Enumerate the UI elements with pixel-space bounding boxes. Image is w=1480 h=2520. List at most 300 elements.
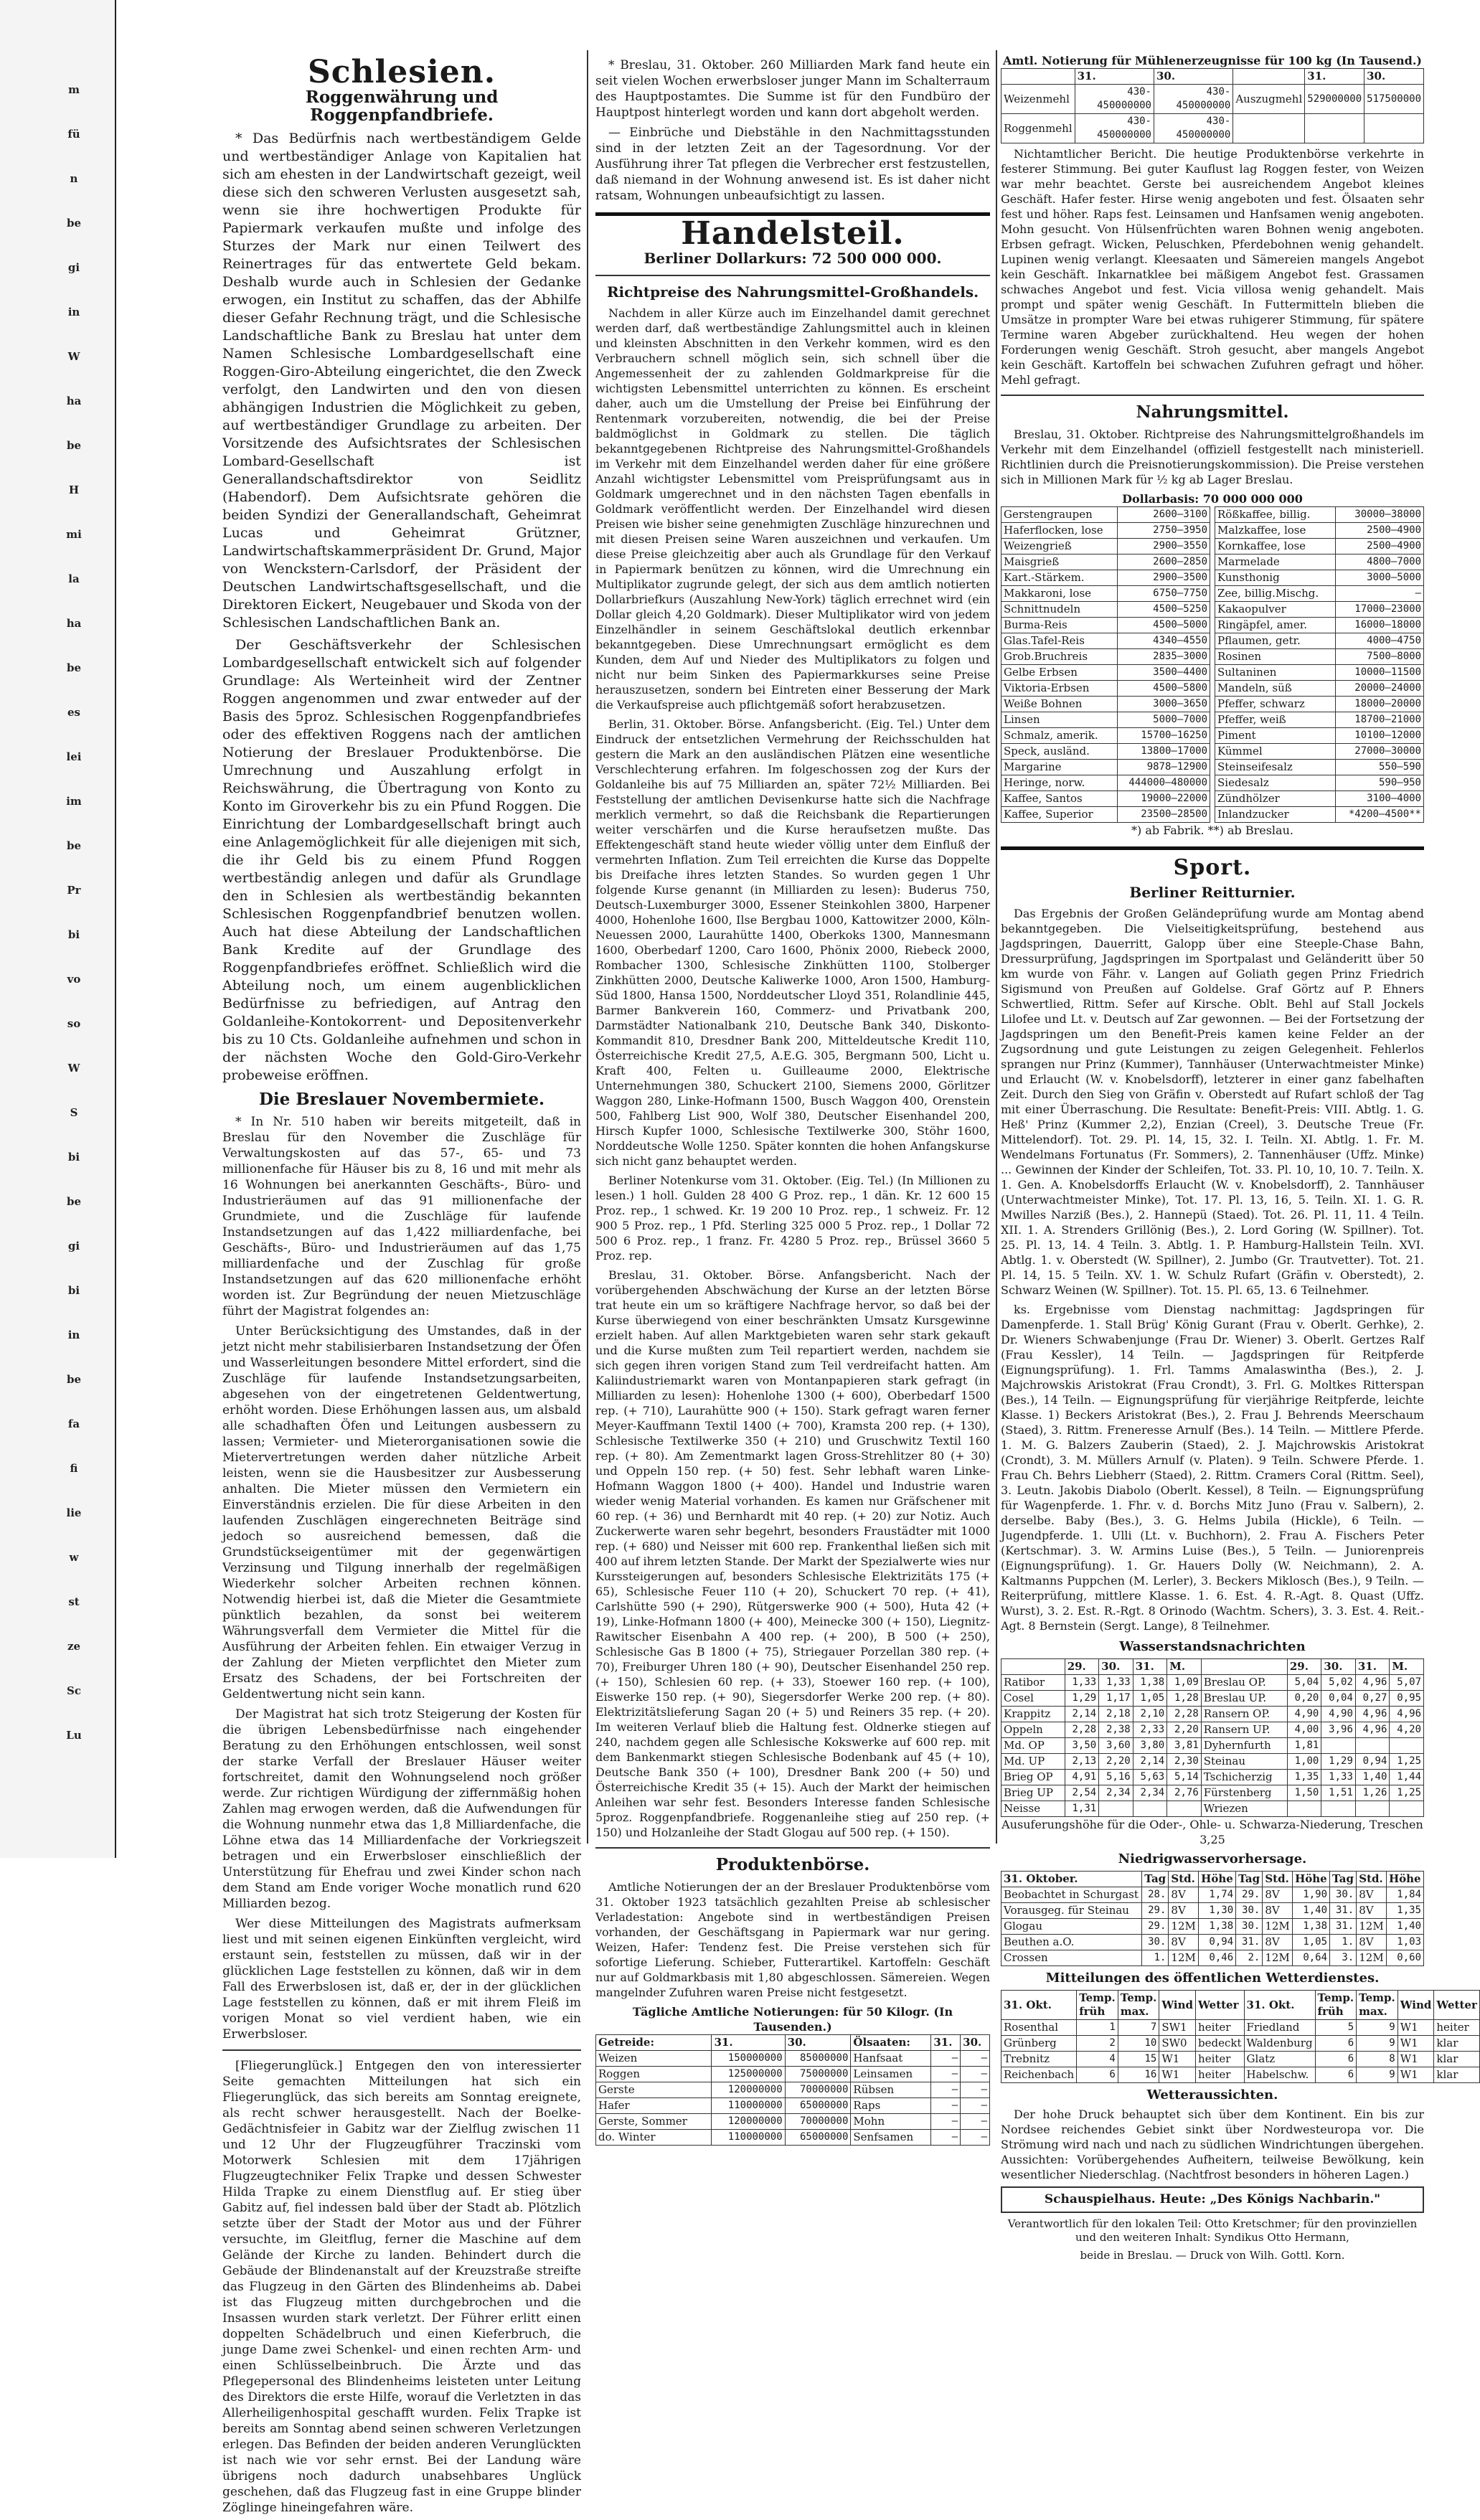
table-cell: Zündhölzer <box>1215 791 1336 807</box>
table-cell: 2750—3950 <box>1117 523 1210 539</box>
table-row <box>1001 2052 1480 2067</box>
table-cell: Burma-Reis <box>1001 618 1118 633</box>
table-cell: 430-450000000 <box>1075 114 1154 143</box>
table-row <box>1001 1887 1424 1903</box>
table-row <box>1215 744 1424 760</box>
table-cell: 8V <box>1169 1903 1199 1919</box>
table-cell: W1 <box>1397 2036 1434 2052</box>
table-cell: — <box>931 2067 961 2082</box>
table-cell: Wriezen <box>1201 1801 1287 1817</box>
table-cell: 0,64 <box>1293 1950 1330 1966</box>
article-title-roggenwaehrung: Roggenwährung und Roggenpfandbriefe. <box>305 88 499 125</box>
table-cell: heiter <box>1196 2067 1244 2083</box>
table-cell: Brieg OP <box>1001 1770 1065 1785</box>
table-row <box>1215 555 1424 570</box>
table-cell: Weiße Bohnen <box>1001 697 1118 712</box>
table-cell: Kornkaffee, lose <box>1215 539 1336 555</box>
table-cell: W1 <box>1397 2020 1434 2036</box>
gutter-fragment: S <box>70 1106 78 1119</box>
table-row <box>1001 2020 1480 2036</box>
table-header-cell: Wetter <box>1434 1991 1479 2020</box>
table-header-cell: 31. Okt. <box>1001 1991 1077 2020</box>
table-row <box>596 2114 990 2130</box>
article-paragraph: Unter Berücksichtigung des Umstandes, daß in der jetzt nicht mehr stabilisierbaren Instandsetzung der Öfen und Wasserleitungen besondere Mittel erfordert, sind die Zuschläge für laufende Instandsetzungsarbeiten, abgesehen von der eingetretenen Geldentwertung, erhöht worden. Diese Erhöhungen lassen aus, um alsbald alle schadhaften Öfen und Leitungen ausbessern zu lassen; Vermieter- und Mieterorganisationen sowie die Mietervertretungen werden daher nützliche Arbeit leisten, wenn sie die Hausbesitzer zur Ausbesserung anhalten. Die Mieter müssen den Vermietern ein Einverständnis erzielen. Die für diese Arbeiten in den laufenden Zuschlägen eingerechneten Beiträge sind jedoch so ausreichend bemessen, daß die Grundstückseigentümer mit der gegenwärtigen Verzinsung und Tilgung innerhalb der regelmäßigen Wiederkehr solcher Arbeiten rechnen können. Notwendig hierbei ist, daß die Mieter die Gesamtmiete pünktlich bezahlen, da sonst bei weiterem Währungsverfall dem Vermieter die Mittel für die Ausführung der Arbeiten fehlen. Ein etwaiger Verzug in der Zahlung der Mieten verpflichtet den Mieter zum Ersatz des Schadens, der bei Fortschreiten der Geldentwertung nicht sein kann. <box>222 1324 581 1702</box>
table-cell: 28. <box>1142 1887 1169 1903</box>
table-cell: Senfsamen <box>851 2130 931 2146</box>
table-cell: 0,94 <box>1355 1754 1390 1770</box>
table-cell: 1,38 <box>1199 1919 1236 1935</box>
table-cell: 3,80 <box>1133 1738 1167 1754</box>
table-cell <box>1287 1801 1321 1817</box>
table-row <box>1215 775 1424 791</box>
divider <box>595 1847 990 1849</box>
table-cell: Hanfsaat <box>851 2051 931 2067</box>
table-header-cell: Höhe <box>1293 1872 1330 1887</box>
table-cell: 4,90 <box>1321 1707 1356 1722</box>
table-cell: Rosenthal <box>1001 2020 1077 2036</box>
table-cell: 8 <box>1357 2052 1398 2067</box>
table-cell: Vorausgeg. für Steinau <box>1001 1903 1142 1919</box>
gutter-fragment: be <box>66 217 82 230</box>
table-cell: 9 <box>1357 2036 1398 2052</box>
divider <box>222 2049 581 2051</box>
table-caption: Tägliche Amtliche Notierungen: für 50 Kilogr. (In Tausenden.) <box>632 2005 953 2034</box>
table-cell: 4,20 <box>1390 1722 1424 1738</box>
table-cell: Weizenmehl <box>1001 85 1075 114</box>
table-cell: 430-450000000 <box>1075 85 1154 114</box>
table-row <box>1001 728 1210 744</box>
table-row <box>1001 555 1210 570</box>
table-cell: 2,34 <box>1099 1785 1133 1801</box>
table-cell: Gelbe Erbsen <box>1001 665 1118 681</box>
table-cell: Kart.-Stärkem. <box>1001 570 1118 586</box>
table-header-cell: Temp. max. <box>1118 1991 1159 2020</box>
article-paragraph: Der Geschäftsverkehr der Schlesischen Lombardgesellschaft entwickelt sich auf folgender Grundlage: Als Werteinheit wird der Zentner Roggen angenommen und zwar entweder auf der Basis des 5proz. Schlesischen Roggenpfandbriefes oder des effektiven Roggens nach der amtlichen Notierung der Breslauer Produktenbörse. Die Umrechnung und Auszahlung erfolgt in Reichswährung, die Übertragung von Konto zu Konto im Giroverkehr bis zu ein Pfund Roggen. Die Einrichtung der Lombardgesellschaft bringt auch eine Anlagemöglichkeit für alle diejenigen mit sich, die ihr Geld bis zu einem Pfund Roggen wertbeständig anlegen und dafür als Grundlage den in Schlesien als wertbeständig bekannten Schlesischen Roggenpfandbrief benutzen wollen. Auch hat diese Abteilung der Landschaftlichen Bank Kredite auf der Grundlage des Roggenpfandbriefes eröffnet. Schließlich wird die Abteilung noch, um einem augenblicklichen Bedürfnisse zu befriedigen, auf Antrag den Goldanleihe-Kontokorrent- und Depositenverkehr bis zu 10 Cts. Goldanleihe aufnehmen und schon in der nächsten Woche den Gold-Giro-Verkehr probeweise eröffnen. <box>222 637 581 1083</box>
table-cell: Mohn <box>851 2114 931 2130</box>
table-cell <box>1355 1801 1390 1817</box>
muehlen-table <box>1001 68 1424 143</box>
table-note: *) ab Fabrik. **) ab Breslau. <box>1131 824 1293 837</box>
gutter-fragment: be <box>66 1195 82 1208</box>
table-cell: 1,50 <box>1287 1785 1321 1801</box>
table-cell: 70000000 <box>785 2114 851 2130</box>
table-header-cell: Std. <box>1357 1872 1387 1887</box>
table-header-cell: Std. <box>1169 1872 1199 1887</box>
table-cell <box>1305 114 1364 143</box>
table-cell: SW0 <box>1159 2036 1196 2052</box>
table-row <box>1001 1754 1424 1770</box>
table-cell: 3100—4000 <box>1336 791 1424 807</box>
table-cell: 1,35 <box>1386 1903 1423 1919</box>
table-cell: 1,30 <box>1199 1903 1236 1919</box>
table-header-cell: M. <box>1390 1659 1424 1675</box>
table-header-cell: Tag <box>1330 1872 1357 1887</box>
table-cell: 2,33 <box>1133 1722 1167 1738</box>
table-cell: 4000—4750 <box>1336 633 1424 649</box>
table-cell: — <box>931 2098 961 2114</box>
table-row <box>1215 507 1424 523</box>
table-cell: Krappitz <box>1001 1707 1065 1722</box>
article-paragraph: * Das Bedürfnis nach wertbeständigem Gelde und wertbeständiger Anlage von Kapitalien hat sich am ehesten in der Landwirtschaft gezeigt, weil diese sich den schweren Verlusten ausgesetzt sah, wenn sie ihre hochwertigen Produkte für Papiermark verkaufen mußte und infolge des Sturzes der Mark nur einen Teilwert des Reinertrages für das entwertete Geld bekam. Deshalb wurde auch in Schlesien der Gedanke erwogen, ein Institut zu schaffen, das der Abhilfe dieser Gefahr Rechnung trägt, und die Schlesische Landschaftliche Bank zu Breslau hat unter dem Namen Schlesische Lombardgesellschaft eine Roggen-Giro-Abteilung eingerichtet, die den Zweck verfolgt, den Landwirten und den von diesen abhängigen Industrien die Möglichkeit zu geben, auf wertbeständiger Grundlage zu arbeiten. Der Vorsitzende des Aufsichtsrates der Schlesischen Lombard-Gesellschaft ist Generallandschaftsdirektor von Seidlitz (Habendorf). Dem Aufsichtsrate gehören die beiden Syndizi der Generallandschaft, Geheimrat Lucas und Geheimrat Grützner, Landwirtschaftskammerpräsident Dr. Grund, Major von Wenckstern-Carlsdorf, der Präsident der Deutschen Landwirtschaftsgesellschaft, und die Direktoren Eickert, Neugebauer und Skoda von der Schlesischen Landschaftlichen Bank an. <box>222 131 581 631</box>
table-row <box>1215 586 1424 602</box>
table-title-wasserstand: Wasserstandsnachrichten <box>1119 1639 1306 1654</box>
table-cell: Grünberg <box>1001 2036 1077 2052</box>
table-cell: 2,28 <box>1065 1722 1099 1738</box>
table-cell: 1,00 <box>1287 1754 1321 1770</box>
table-cell: 29. <box>1142 1903 1169 1919</box>
table-cell: Beuthen a.O. <box>1001 1935 1142 1950</box>
table-row <box>1215 649 1424 665</box>
table-row <box>1001 744 1210 760</box>
gutter-fragment: bi <box>67 928 80 941</box>
table-header-cell <box>1233 69 1305 85</box>
table-cell: — <box>931 2051 961 2067</box>
table-cell: 430-450000000 <box>1154 85 1232 114</box>
table-cell: Crossen <box>1001 1950 1142 1966</box>
table-cell: 1,35 <box>1287 1770 1321 1785</box>
table-cell: 8V <box>1263 1903 1293 1919</box>
table-cell: Weizen <box>596 2051 712 2067</box>
table-cell: 3500—4400 <box>1117 665 1210 681</box>
table-cell: Ratibor <box>1001 1675 1065 1691</box>
table-cell: Schnittnudeln <box>1001 602 1118 618</box>
table-cell: 1,90 <box>1293 1887 1330 1903</box>
subsection-title-richtpreise: Richtpreise des Nahrungsmittel-Großhandels. <box>606 283 979 301</box>
table-header-cell: 30. <box>1321 1659 1356 1675</box>
table-cell: 12M <box>1357 1919 1387 1935</box>
table-row <box>1001 1738 1424 1754</box>
niedrigwasser-table <box>1001 1871 1424 1966</box>
table-cell: 0,04 <box>1321 1691 1356 1707</box>
table-cell: 8V <box>1357 1903 1387 1919</box>
table-cell: Kaffee, Superior <box>1001 807 1118 823</box>
impressum: Verantwortlich für den lokalen Teil: Otto Kretschmer; für den provinziellen und den weiteren Inhalt: Syndikus Otto Hermann, <box>1007 2217 1418 2244</box>
gutter-fragment: ze <box>67 1640 81 1653</box>
table-row <box>1215 681 1424 697</box>
table-cell: 1. <box>1330 1935 1357 1950</box>
table-cell: Hafer <box>596 2098 712 2114</box>
table-cell: heiter <box>1196 2020 1244 2036</box>
table-cell: 4,91 <box>1065 1770 1099 1785</box>
nichtamtlicher-bericht: Nichtamtlicher Bericht. Die heutige Produktenbörse verkehrte in festerer Stimmung. Bei guter Kauflust lag Roggen fester, von Weizen war mehr beachtet. Gerste bei ausreichendem Angebot kleines Geschäft. Hafer fester. Hirse wenig angeboten und fest. Ölsaaten sehr fest und höher. Raps fest. Leinsamen und Hanfsamen wenig angeboten. Mohn gesucht. Von Hülsenfrüchten waren Bohnen wenig angeboten. Erbsen gefragt. Wicken, Peluschken, Pferdebohnen wenig gehandelt. Lupinen wenig verlangt. Kleesaaten und Sämereien mangels Angebot kein Geschäft. Inkarnatklee bei mäßigem Angebot fest. Grassamen schwaches Angebot und fest. Vicia villosa wenig gehandelt. Mais prompt und später wenig Geschäft. In Futtermitteln blieben die Umsätze in prompter Ware bei etwas ruhigerer Stimmung, für spätere Termine waren Abgeber zurückhaltend. Heu wegen der hohen Forderungen wenig Geschäft. Stroh gesucht, aber mangels Angebot kein Geschäft. Kartoffeln bei schwachen Zufuhren gefragt und höher. Mehl gefragt. <box>1001 147 1424 387</box>
table-cell: 1,51 <box>1321 1785 1356 1801</box>
table-cell: 120000000 <box>712 2114 785 2130</box>
table-cell: 1,29 <box>1321 1754 1356 1770</box>
table-cell: — <box>961 2051 990 2067</box>
table-cell: Raps <box>851 2098 931 2114</box>
table-cell: — <box>931 2130 961 2146</box>
table-cell: 4,96 <box>1355 1707 1390 1722</box>
table-cell <box>1390 1738 1424 1754</box>
table-row <box>1215 760 1424 775</box>
table-cell: 430-450000000 <box>1154 114 1232 143</box>
table-row <box>1215 523 1424 539</box>
gutter-fragment: vo <box>67 973 81 986</box>
table-cell: 8V <box>1263 1887 1293 1903</box>
gutter-fragment: m <box>68 83 80 96</box>
table-cell: 10 <box>1118 2036 1159 2052</box>
table-cell: 10000—11500 <box>1336 665 1424 681</box>
table-cell: 1,09 <box>1167 1675 1202 1691</box>
table-cell: 125000000 <box>712 2067 785 2082</box>
table-cell: Fürstenberg <box>1201 1785 1287 1801</box>
table-cell: 31. <box>1330 1919 1357 1935</box>
table-row <box>1215 728 1424 744</box>
table-header-cell: 29. <box>1287 1659 1321 1675</box>
table-cell: 2,20 <box>1167 1722 1202 1738</box>
table-cell: 4500—5000 <box>1117 618 1210 633</box>
table-cell: Habelschw. <box>1244 2067 1315 2083</box>
table-header-cell: 31. <box>931 2035 961 2051</box>
table-cell: Viktoria-Erbsen <box>1001 681 1118 697</box>
table-cell: 1,74 <box>1199 1887 1236 1903</box>
gutter-fragment: fa <box>67 1417 80 1430</box>
table-cell: 8V <box>1357 1887 1387 1903</box>
table-row <box>1001 1770 1424 1785</box>
table-cell: Pfeffer, weiß <box>1215 712 1336 728</box>
table-cell: 15700—16250 <box>1117 728 1210 744</box>
table-cell: 2,14 <box>1133 1754 1167 1770</box>
table-row <box>1001 1675 1424 1691</box>
table-cell: 2600—2850 <box>1117 555 1210 570</box>
table-header-cell <box>1001 69 1075 85</box>
table-cell: 70000000 <box>785 2082 851 2098</box>
table-cell: 3,96 <box>1321 1722 1356 1738</box>
table-header-cell: Tag <box>1236 1872 1263 1887</box>
table-header-cell: Wind <box>1159 1991 1196 2020</box>
table-cell: 4 <box>1077 2052 1118 2067</box>
table-cell: — <box>931 2114 961 2130</box>
table-cell: 6 <box>1315 2036 1357 2052</box>
table-row <box>1215 665 1424 681</box>
table-cell: 444000—480000 <box>1117 775 1210 791</box>
table-cell: 4,96 <box>1355 1675 1390 1691</box>
table-cell: SW1 <box>1159 2020 1196 2036</box>
table-row <box>596 2067 990 2082</box>
table-cell: 1,17 <box>1099 1691 1133 1707</box>
gutter-fragment: la <box>68 572 80 585</box>
gutter-fragment: im <box>66 795 82 808</box>
gutter-fragment: Lu <box>66 1729 82 1742</box>
table-cell: 0,95 <box>1390 1691 1424 1707</box>
table-cell: 5 <box>1315 2020 1357 2036</box>
column-rule <box>587 50 588 1844</box>
table-row <box>1001 586 1210 602</box>
table-row <box>1215 791 1424 807</box>
gutter-fragment: gi <box>67 1240 80 1252</box>
table-cell: Trebnitz <box>1001 2052 1077 2067</box>
gutter-fragment: so <box>67 1017 81 1030</box>
column-markets-sport <box>1001 53 1477 2262</box>
table-cell: W1 <box>1159 2052 1196 2067</box>
table-header-cell: Temp. früh <box>1077 1991 1118 2020</box>
gutter-fragment: in <box>67 306 80 318</box>
table-cell: 16 <box>1118 2067 1159 2083</box>
table-row <box>1001 618 1210 633</box>
table-cell: 12M <box>1357 1950 1387 1966</box>
table-cell: 16000—18000 <box>1336 618 1424 633</box>
table-cell: 4,00 <box>1287 1722 1321 1738</box>
table-cell: Weizengrieß <box>1001 539 1118 555</box>
table-cell: 13800—17000 <box>1117 744 1210 760</box>
gutter-fragment: lie <box>66 1506 82 1519</box>
table-cell: 30000—38000 <box>1336 507 1424 523</box>
table-row <box>1215 539 1424 555</box>
table-cell <box>1099 1801 1133 1817</box>
table-cell: 0,27 <box>1355 1691 1390 1707</box>
gutter-fragment: es <box>67 706 80 719</box>
table-cell: 1,33 <box>1321 1770 1356 1785</box>
table-row <box>1215 807 1424 823</box>
table-cell: Pfeffer, schwarz <box>1215 697 1336 712</box>
table-cell: Glas.Tafel-Reis <box>1001 633 1118 649</box>
table-cell: 2600—3100 <box>1117 507 1210 523</box>
table-header-cell: 29. <box>1065 1659 1099 1675</box>
table-cell: — <box>1336 586 1424 602</box>
table-cell: Siedesalz <box>1215 775 1336 791</box>
section-title-handelsteil: Handelsteil. <box>681 215 905 252</box>
table-cell: Neisse <box>1001 1801 1065 1817</box>
table-cell: Sultaninen <box>1215 665 1336 681</box>
table-row <box>1001 602 1210 618</box>
table-cell: 1,33 <box>1065 1675 1099 1691</box>
gutter-fragment: be <box>66 839 82 852</box>
table-cell: 6750—7750 <box>1117 586 1210 602</box>
table-cell: 23500—28500 <box>1117 807 1210 823</box>
table-cell: 2,20 <box>1099 1754 1133 1770</box>
table-cell: 1,29 <box>1065 1691 1099 1707</box>
boersen-bericht-breslau: Breslau, 31. Oktober. Börse. Anfangsbericht. Nach der vorübergehenden Abschwächung der Kurse an der letzten Börse trat heute ein um so kräftigere Nachfrage hervor, so daß bei der Kurse überwiegend von einer beschränkten Umsatz Kursgewinne erzielt haben. Auf allen Marktgebieten waren sehr stark gekauft und die Kurse mußten zum Teil repartiert werden, nachdem sie sich gegen ihren vorigen Stand zum Teil verdreifacht hatten. Am Kaliindustriemarkt waren von Montanpapieren stark gefragt (in Milliarden zu lesen): Hohenlohe 1300 (+ 600), Oberbedarf 1500 rep. (+ 710), Laurahütte 900 (+ 150). Stark gefragt waren ferner Meyer-Kauffmann Textil 1400 (+ 700), Kramsta 200 rep. (+ 130), Schlesische Textilwerke 350 (+ 210) und Gruschwitz Textil 160 rep. (+ 80). Am Zementmarkt lagen Gross-Strehlitzer 80 (+ 30) und Oppeln 150 rep. (+ 50) fest. Sehr lebhaft waren Linke-Hofmann Waggon 1800 (+ 400). Handel und Industrie waren wieder wenig Material vorhanden. Es kamen nur Gräfschener mit 60 rep. (+ 36) und Bernhardt mit 40 rep. (+ 20) zur Notiz. Auch Zuckerwerte waren sehr begehrt, besonders Fraustädter mit 1000 rep. (+ 680) und Neisser mit 600 rep. Frankenthal ließen sich mit 400 auf ihrem letzten Stande. Der Markt der Spezialwerte wies nur Kurssteigerungen auf, besonders Schlesische Elektrizitäts 175 (+ 65), Schlesische Feuer 110 (+ 20), Schuckert 70 rep. (+ 41), Carlshütte 590 (+ 290), Rütgerswerke 900 (+ 500), Huta 42 (+ 19), Linke-Hofmann 1800 (+ 400), Meinecke 300 (+ 150), Liegnitz-Rawitscher Eisenbahn A 400 rep. (+ 200), B 500 (+ 250), Schlesische Gas B 1800 (+ 75), Striegauer Porzellan 380 rep. (+ 70), Freiburger Uhren 180 (+ 90), Deutscher Eisenhandel 250 rep. (+ 150), Schlesien 60 rep. (+ 33), Stoewer 160 rep. (+ 100), Eiswerke 150 rep. (+ 90), Siegersdorfer Werke 200 rep. (+ 80). Elektrizitätslieferung Sagan 20 (+ 5) und Reiners 35 rep. (+ 20). Im weiteren Verlauf blieb die Haltung fest. Oldnerke stiegen auf 240, nachdem gegen alle Schlesische Kokswerke auf 600 rep. mit dem Bankenmarkt stiegen Schlesische Bodenbank auf 45 (+ 10), Deutsche Bank 350 (+ 100), Dresdner Bank 200 (+ 50) und Österreichische Kredit 35 (+ 15). Auch der Markt der heimischen Anleihen war sehr fest. Besonders Interesse fanden Schlesische 5proz. Roggenpfandbriefe. Roggenanleihe stieg auf 250 rep. (+ 150) und Holzanleihe der Stadt Glogau auf 500 rep. (+ 150). <box>595 1268 990 1839</box>
table-cell: 1,84 <box>1386 1887 1423 1903</box>
table-cell: Ringäpfel, amer. <box>1215 618 1336 633</box>
table-cell: 2,76 <box>1167 1785 1202 1801</box>
divider <box>1001 395 1424 396</box>
table-cell: 12M <box>1263 1919 1293 1935</box>
table-cell: 1,38 <box>1133 1675 1167 1691</box>
gutter-fragment: be <box>66 439 82 452</box>
table-cell: W1 <box>1397 2067 1434 2083</box>
table-cell: 2500—4900 <box>1336 539 1424 555</box>
table-row <box>1001 1950 1424 1966</box>
table-header-cell: 30. <box>961 2035 990 2051</box>
table-cell: 2900—3550 <box>1117 539 1210 555</box>
table-note: Ausuferungshöhe für die Oder-, Ohle- u. Schwarza-Niederung, Treschen 3,25 <box>1001 1818 1423 1846</box>
table-cell: Kümmel <box>1215 744 1336 760</box>
table-cell: Margarine <box>1001 760 1118 775</box>
gutter-fragment: ha <box>66 395 82 407</box>
table-header-cell: 31. <box>1355 1659 1390 1675</box>
table-cell: Dyhernfurth <box>1201 1738 1287 1754</box>
table-cell: 65000000 <box>785 2098 851 2114</box>
table-row <box>1001 570 1210 586</box>
table-cell: 9 <box>1357 2067 1398 2083</box>
table-cell: Cosel <box>1001 1691 1065 1707</box>
table-cell: 2,18 <box>1099 1707 1133 1722</box>
article-paragraph: Der Magistrat hat sich trotz Steigerung der Kosten für die übrigen Lebensbedürfnisse nach eingehender Beratung zu den Erhöhungen entschlossen, weil sonst der starke Verfall der Breslauer Häuser weiter fortschreitet, damit den Wohnungselend noch größer werde. Zur richtigen Würdigung der ziffernmäßig hohen Zahlen mag erwogen werden, daß die Aufwendungen für die Wohnung nunmehr etwa das 1,8 Milliardenfache, die Löhne etwa das 14 Milliardenfache der Vorkriegszeit betragen und ein Erwerbsloser einschließlich der Unterstützung für Ehefrau und zwei Kinder schon nach dem Stand am Ende voriger Woche monatlich rund 620 Milliarden bezog. <box>222 1707 581 1911</box>
table-cell: 3,50 <box>1065 1738 1099 1754</box>
table-row <box>1001 539 1210 555</box>
table-cell: W1 <box>1397 2052 1434 2067</box>
table-row <box>1001 523 1210 539</box>
table-cell: 18000—20000 <box>1336 697 1424 712</box>
table-cell: Reichenbach <box>1001 2067 1077 2083</box>
table-row <box>1001 1935 1424 1950</box>
table-header-cell: 30. <box>1154 69 1232 85</box>
table-cell: klar <box>1434 2067 1479 2083</box>
table-header-cell: Wetter <box>1196 1991 1244 2020</box>
table-cell: 120000000 <box>712 2082 785 2098</box>
getreide-table <box>595 2034 990 2146</box>
table-cell: 3000—5000 <box>1336 570 1424 586</box>
table-header-cell: 30. <box>1099 1659 1133 1675</box>
table-cell: 529000000 <box>1305 85 1364 114</box>
table-cell <box>1233 114 1305 143</box>
table-row <box>1001 114 1424 143</box>
table-title-wetteraussichten: Wetteraussichten. <box>1146 2087 1278 2103</box>
table-cell: Glatz <box>1244 2052 1315 2067</box>
notenkurse: Berliner Notenkurse vom 31. Oktober. (Eig. Tel.) (In Millionen zu lesen.) 1 holl. Gulden 28 400 G Proz. rep., 1 dän. Kr. 12 600 15 Proz. rep., 1 schwed. Kr. 19 200 10 Proz. rep., 1 schweiz. Fr. 12 900 5 Proz. rep., 1 Pfd. Sterling 325 000 5 Proz. rep., 1 Dollar 72 500 6 Proz. rep., 1 franz. Fr. 4280 5 Proz. rep., Brüssel 3660 5 Proz. rep. <box>595 1174 990 1263</box>
gutter-fragment: n <box>70 172 78 185</box>
table-cell: Grob.Bruchreis <box>1001 649 1118 665</box>
nahrungsmittel-table-right <box>1215 506 1424 823</box>
table-cell: Glogau <box>1001 1919 1142 1935</box>
table-cell: 15 <box>1118 2052 1159 2067</box>
table-cell: 0,94 <box>1199 1935 1236 1950</box>
table-cell: 2. <box>1236 1950 1263 1966</box>
table-cell: 1,44 <box>1390 1770 1424 1785</box>
table-cell: do. Winter <box>596 2130 712 2146</box>
local-news: — Einbrüche und Diebstähle in den Nachmittagsstunden sind in der letzten Zeit an der Tagesordnung. Vor der Ausführung ihrer Tat pflegen die Verbrecher erst festzustellen, daß niemand in der Wohnung anwesend ist. Es ist daher nicht ratsam, Wohnungen unbeaufsichtigt zu lassen. <box>595 126 990 203</box>
table-row <box>1001 697 1210 712</box>
article-paragraph: ks. Ergebnisse vom Dienstag nachmittag: Jagdspringen für Damenpferde. 1. Stall Brüg' König Gurant (Frau v. Oberlt. Gerhke), 2. Dr. Wieners Schwabenjunge (Frau Dr. Wiener) 3. Oberlt. Gertzes Ralf (Frau Kessler), 14 Teiln. — Jagdspringen für Reitpferde (Eignungsprüfung). 1. Frl. Tamms Amalaswintha (Bes.), 2. J. Majchrowskis Aristokrat (Frau Crondt), 3. Frl. G. Moltkes Ritterspan (Bes.), 14 Teiln. — Eignungsprüfung für vierjährige Reitpferde, leichte Klasse. 1) Beckers Aristokrat (Bes.), 2. Frau J. Behrends Meerschaum (Staed), 3. Rittm. Freneresse Arnulf (Bes.). 14 Teiln. — Mittlere Pferde. 1. M. G. Balzers Zauberin (Staed), 2. J. Majchrowskis Aristokrat (Crondt), 3. M. Müllers Arnulf (v. Platen). 9 Teiln. Schwere Pferde. 1. Frau Ch. Behrs Liebherr (Staed), 2. Rittm. Cramers Coral (Rittm. Seel), 3. Leutn. Jakobis Diabolo (Oberlt. Kessel), 8 Teiln. — Eignungsprüfung für Wagenpferde. 1. Fhr. v. d. Borchs Mitz Juno (Frau v. Salbern), 2. derselbe. Baby (Bes.), 3. G. Helms Jubila (Hickle), 6 Teiln. — Jugendpferde. 1. Ulli (Lt. v. Buchhorn), 2. Frau A. Fischers Peter (Kertschmar). 3. W. Armins Luise (Bes.), 5 Teiln. — Juniorenpreis (Eignungsprüfung). 1. Gr. Hauers Dolly (W. Neichmann), 2. A. Kaltmanns Puppchen (M. Lerler), 3. Beckers Miklosch (Bes.), 9 Teiln. — Reiterprüfung, mittlere Klasse. 1. 6. Est. 4. R.-Agt. 8. Quast (Uffz. Wurst), 3. 2. Est. R.-Rgt. 8 Orinodo (Wachtm. Schers), 3. 3. Est. 4. Reit.-Agt. 8 Bernstein (Sergt. Lange), 8 Teilnehmer. <box>1001 1303 1424 1633</box>
table-cell: Linsen <box>1001 712 1118 728</box>
wetterdienst-table <box>1001 1990 1480 2083</box>
table-row <box>1001 807 1210 823</box>
divider <box>595 275 990 276</box>
table-row <box>1001 649 1210 665</box>
table-cell: 75000000 <box>785 2067 851 2082</box>
table-header-cell: 31. <box>1075 69 1154 85</box>
table-cell: 4500—5250 <box>1117 602 1210 618</box>
table-row <box>1001 791 1210 807</box>
table-cell: Breslau OP. <box>1201 1675 1287 1691</box>
table-cell: 10100—12000 <box>1336 728 1424 744</box>
table-cell: 1,25 <box>1390 1754 1424 1770</box>
table-cell: 85000000 <box>785 2051 851 2067</box>
table-cell: 17000—23000 <box>1336 602 1424 618</box>
table-cell: 0,20 <box>1287 1691 1321 1707</box>
table-cell: Kaffee, Santos <box>1001 791 1118 807</box>
table-cell: heiter <box>1196 2052 1244 2067</box>
table-cell: 4,90 <box>1287 1707 1321 1722</box>
wasserstand-table <box>1001 1658 1424 1817</box>
table-cell: 2,54 <box>1065 1785 1099 1801</box>
table-caption: Amtl. Notierung für Mühlenerzeugnisse für 100 kg (In Tausend.) <box>1002 54 1422 67</box>
gutter-fragment: ha <box>66 617 82 630</box>
local-news: * Breslau, 31. Oktober. 260 Milliarden Mark fand heute ein seit vielen Wochen erwerbsloser junger Mann im Schalterraum des Hauptpostamtes. Die Summe ist für den Fundbüro der Hauptpost hinterlegt worden und kann dort abgeholt werden. <box>595 58 990 120</box>
dollar-rate: Berliner Dollarkurs: 72 500 000 000. <box>644 250 942 267</box>
table-cell: 1,05 <box>1133 1691 1167 1707</box>
table-cell: Gerstengraupen <box>1001 507 1118 523</box>
table-cell: Breslau UP. <box>1201 1691 1287 1707</box>
table-cell: 550—590 <box>1336 760 1424 775</box>
table-cell: 1,26 <box>1355 1785 1390 1801</box>
table-row <box>1001 633 1210 649</box>
table-cell: Malzkaffee, lose <box>1215 523 1336 539</box>
gutter-fragment: H <box>68 483 80 496</box>
column-handelsteil <box>595 57 990 2146</box>
table-cell: 8V <box>1357 1935 1387 1950</box>
